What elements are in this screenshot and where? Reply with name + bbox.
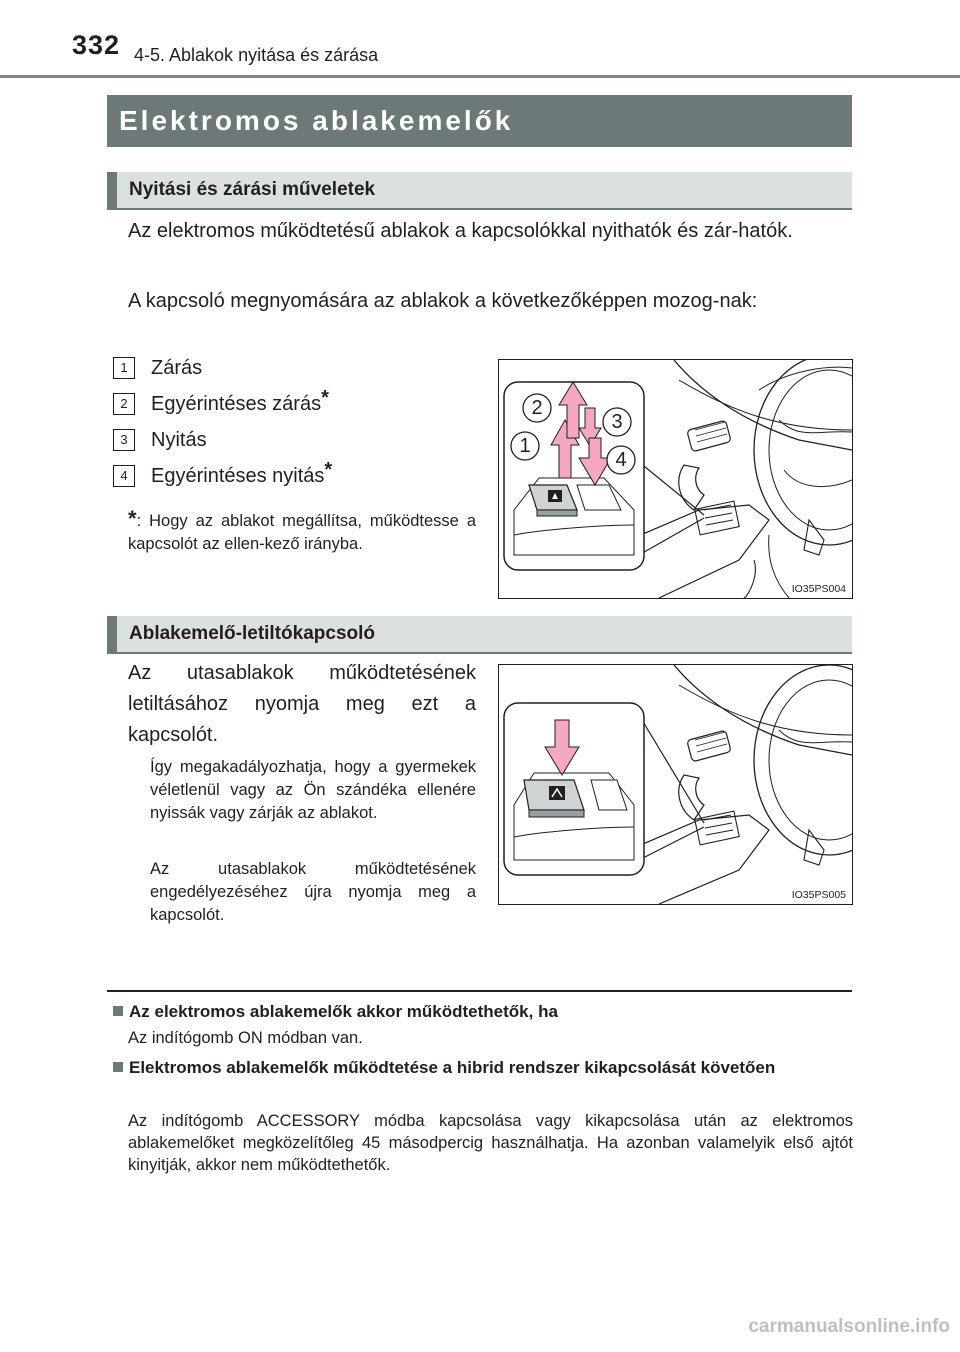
footnote-star: * <box>128 506 137 531</box>
window-switch-illustration <box>499 360 852 598</box>
bullet-text: Az indítógomb ON módban van. <box>128 1029 363 1047</box>
callout-number: 1 <box>519 435 531 457</box>
section2-detail1: Így megakadályozhatja, hogy a gyermekek véletlenül vagy az Ön szándéka ellenére nyissák vagy zárják az ablakot. <box>150 758 476 822</box>
lock-switch-figure <box>498 664 853 905</box>
square-bullet-icon <box>113 1062 123 1072</box>
list-item <box>113 459 333 489</box>
main-heading: Elektromos ablakemelők <box>107 95 852 147</box>
item-label: Zárás <box>151 357 203 379</box>
item-label: Egyérintéses zárás <box>151 393 322 415</box>
section1-rule <box>107 208 852 210</box>
section1-intro2: A kapcsoló megnyomására az ablakok a következőképpen mozog-nak: <box>128 290 758 312</box>
section2-main-text: Az utasablakok működtetésének letiltásához nyomja meg ezt a kapcsolót. <box>128 662 476 746</box>
lock-switch-illustration <box>499 665 852 904</box>
footnote <box>128 507 476 556</box>
asterisk: * <box>321 387 329 409</box>
window-switch-figure <box>498 359 853 599</box>
list-item <box>113 355 202 381</box>
callout-number: 2 <box>531 397 543 419</box>
section2-detail2: Az utasablakok működtetésének engedélyezéséhez újra nyomja meg a kapcsolót. <box>150 860 476 924</box>
number-box: 2 <box>113 393 135 415</box>
item-label: Egyérintéses nyitás <box>151 465 325 487</box>
figure-code: IO35PS004 <box>791 583 846 595</box>
number-box: 4 <box>113 465 135 487</box>
bullet-text: Az indítógomb ACCESSORY módba kapcsolása vagy kikapcsolása után az elektromos ablakemelőket megközelítőleg 45 másodpercig használhatja. Ha azonban valamelyik első ajtót kinyitják, akkor nem működtethetők. <box>128 1112 853 1174</box>
bullet-heading: Elektromos ablakemelők működtetése a hibrid rendszer kikapcsolását követően <box>113 1056 853 1079</box>
list-item <box>113 387 329 417</box>
square-bullet-icon <box>113 1006 123 1016</box>
callout-number: 4 <box>615 449 627 471</box>
asterisk: * <box>324 459 333 481</box>
page-number: 332 <box>72 30 121 60</box>
section-title: 4-5. Ablakok nyitása és zárása <box>134 45 379 65</box>
section2-heading: Ablakemelő-letiltókapcsoló <box>107 616 852 652</box>
section1-intro: Az elektromos működtetésű ablakok a kapcsolókkal nyithatók és zár-hatók. <box>128 220 793 242</box>
figure-code: IO35PS005 <box>791 889 846 901</box>
section2-rule <box>107 652 852 654</box>
bottom-divider <box>107 990 852 992</box>
number-box: 1 <box>113 357 135 379</box>
bullet-heading: Az elektromos ablakemelők akkor működtethetők, ha <box>113 1000 853 1023</box>
watermark: carmanualsonline.info <box>748 1316 950 1337</box>
callout-number: 3 <box>611 411 623 433</box>
header-divider <box>0 75 960 78</box>
footnote-text: : Hogy az ablakot megállítsa, működtesse a kapcsolót az ellen-kező irányba. <box>128 512 476 553</box>
item-label: Nyitás <box>151 429 207 451</box>
number-box: 3 <box>113 429 135 451</box>
list-item <box>113 427 207 453</box>
section1-heading: Nyitási és zárási műveletek <box>107 172 852 208</box>
